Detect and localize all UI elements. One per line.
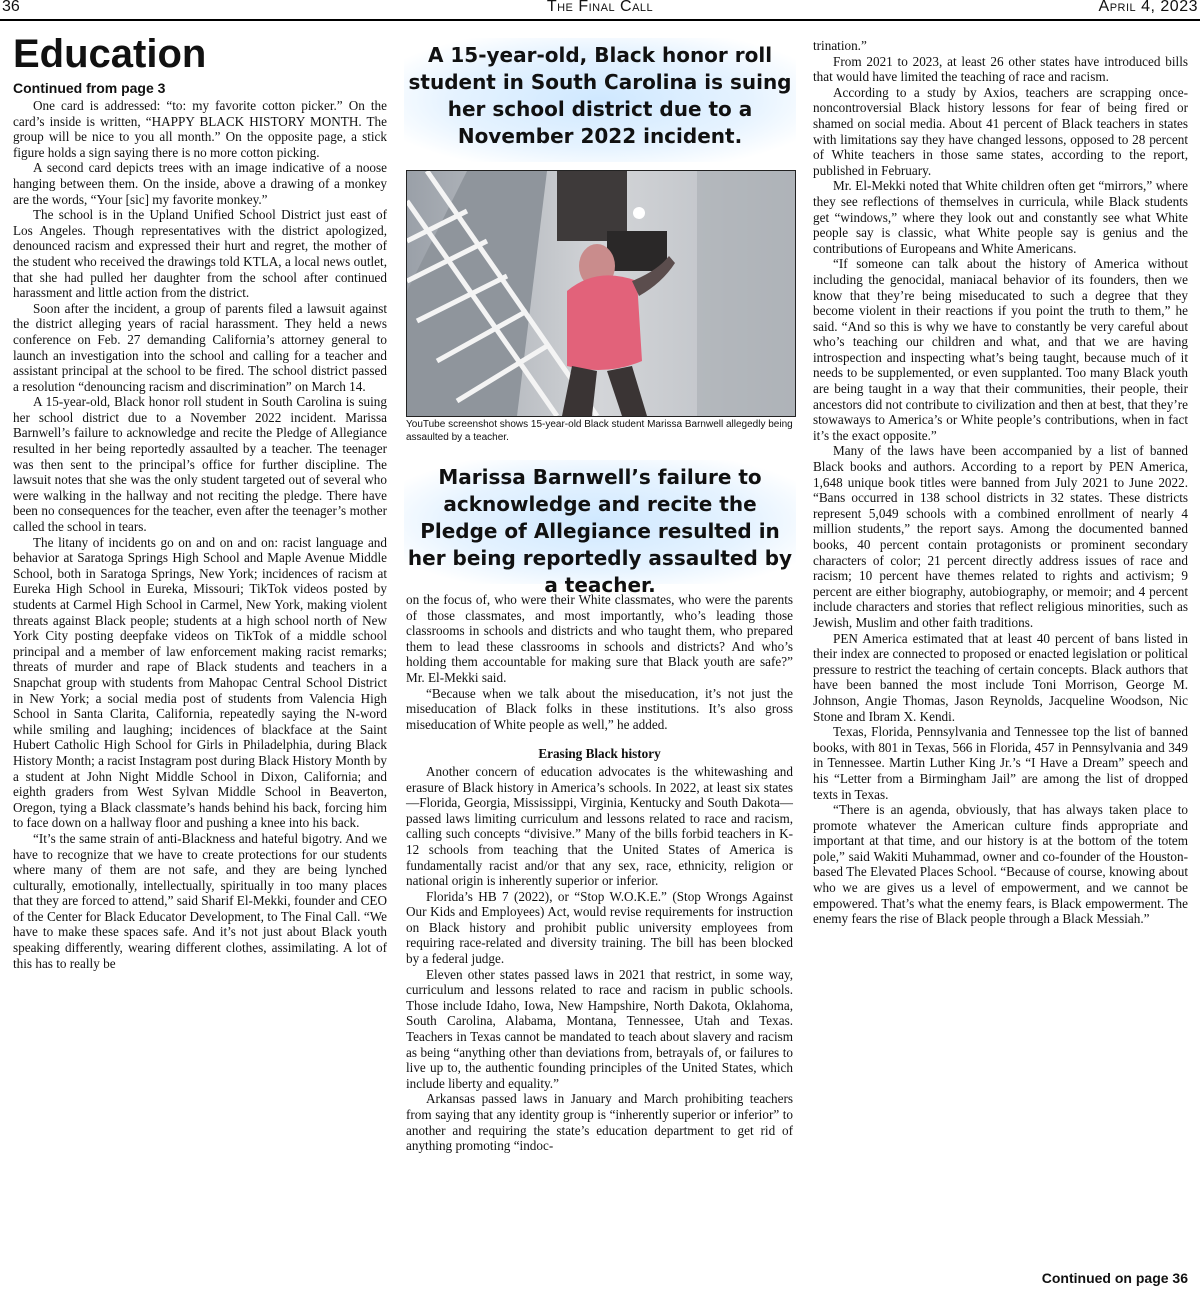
paragraph: “There is an agenda, obviously, that has always taken place to promote whatever the American culture finds appropriate and important at that time, and our history is at the bottom of the totem pole,” said Wakiti Muhammad, owner and co-founder of the Houston-based The Elevated Places School. “Because of course, knowing about who we are gives us a level of empowerment, and we cannot be empowered. That’s what the enemy fears, is Black empowerment. The enemy fears the rise of Black people through a Black Messiah.” <box>813 802 1188 927</box>
paragraph: Florida’s HB 7 (2022), or “Stop W.O.K.E.” (Stop Wrongs Against Our Kids and Employees) Act, would revise requirements for instruction on Black history and prohibit public university employees from requiring race-related and diversity training. The bill has been blocked by a federal judge. <box>406 888 793 967</box>
paragraph: One card is addressed: “to: my favorite cotton picker.” On the card’s inside is written, “HAPPY BLACK HISTORY MONTH. The group will be nice to you all month.” On the opposite page, a stick figure holds a sign saying there is no more cotton picking. <box>13 98 387 160</box>
continued-on: Continued on page 36 <box>1041 1270 1188 1286</box>
paragraph: Texas, Florida, Pennsylvania and Tennessee top the list of banned books, with 801 in Texas, 566 in Florida, 457 in Pennsylvania and 349 in Tennessee. Martin Luther King Jr.’s “I Have a Dream” speech and his “Letter from a Birmingham Jail” are among the list of dropped texts in Texas. <box>813 724 1188 802</box>
paragraph: A 15-year-old, Black honor roll student in South Carolina is suing her school district due to a November 2022 incident. Marissa Barnwell’s failure to acknowledge and recite the Pledge of Allegiance resulted in her being reportedly assaulted by a teacher. The teenager was then sent to the principal’s office for further discipline. The lawsuit notes that she was the only student targeted out of several who were walking in the hallway and not reciting the pledge. There have been no consequences for the teacher, even after the teenager’s mother called the school in tears. <box>13 394 387 535</box>
photo-caption: YouTube screenshot shows 15-year-old Black student Marissa Barnwell allegedly being assaulted by a teacher. <box>406 419 793 443</box>
hallway-photo-illustration <box>407 171 795 416</box>
paragraph: A second card depicts trees with an image indicative of a noose hanging between them. On the inside, above a drawing of a monkey are the words, “Your [sic] my favorite monkey.” <box>13 160 387 207</box>
paragraph: According to a study by Axios, teachers are scrapping once-noncontroversial Black history lessons for fear of being fired or shamed on social media. About 41 percent of Black teachers in states with limitations say they have changed lessons, opposed to 28 percent of White teachers in those same states, according to the report, published in February. <box>813 84 1188 178</box>
page-number: 36 <box>2 0 20 15</box>
page-header <box>0 0 1200 21</box>
paragraph: “If someone can talk about the history of America without including the genocidal, maniacal behavior of its founders, then we know that they’re being miseducated to such a degree that they become violent in their reactions if you point the truth to them,” he said. “And so this is why we have to constantly be very careful about who’s teaching our children and what, and that we are having introspection and inspecting what’s being taught, because much of it needs to be supplemented, or even supplanted. Too many Black youth are being taught in a way that their communities, their people, their ancestors did not contribute to civilization and then at best, that they’re stowaways to America’s or White people’s contributions, when in fact it’s the exact opposite.” <box>813 256 1189 443</box>
paragraph: From 2021 to 2023, at least 26 other states have introduced bills that would have limited the teaching of race and racism. <box>813 53 1188 85</box>
paragraph: The litany of incidents go on and on and on: racist language and behavior at Saratoga Springs High School and Maple Avenue Middle School, both in Saratoga Springs, New York; incidences of racism at Eureka High School in Eureka, Missouri; TikTok videos posted by students at Carmel High School in Carmel, New York, making violent threats against Black people; students at a high school north of New York City posting deepfake videos on TikTok of a middle school principal and a member of law enforcement making racist remarks; threats of murder and rape of Black students and teachers in a Snapchat group with students from Mahopac Central School District in New York; a social media post of students from Valencia High School in Santa Clarita, California, repeatedly saying the N-word while smiling and laughing; incidences of blackface at the Saint Hubert Catholic High School for Girls in Philadelphia, during Black History Month; a racist Instagram post during Black History Month by a student at John Night Middle School in Dixon, California; and eighth graders from West Sylvan Middle School in Beaverton, Oregon, tying a Black classmate’s hands behind his back, forcing him to face down on a hallway floor and pushing a knee into his back. <box>13 534 387 831</box>
pull-quote-top: A 15-year-old, Black honor roll student in South Carolina is suing her school district due to a November 2022 incident. <box>404 38 796 162</box>
paragraph: Many of the laws have been accompanied by a list of banned Black books and authors. According to a report by PEN America, 1,648 unique book titles were banned from July 2021 to June 2022. “Bans occurred in 138 school districts in 32 states. These districts represent 5,049 schools with a combined enrollment of nearly 4 million students,” the report says. Among the documented banned books, 40 percent contain protagonists or prominent secondary characters of color; 21 percent directly address issues of race and racism; 10 percent have themes related to rights and activism; 9 percent are either biography, autobiography, or memoir; and 4 percent include characters and stories that reflect religious minorities, such as Jewish, Muslim and other faith traditions. <box>813 443 1188 630</box>
paragraph: Arkansas passed laws in January and March prohibiting teachers from saying that any identity group is “inherently superior or inferior” to another and requiring the state’s education department to get rid of anything promoting “indoc- <box>406 1091 793 1154</box>
paragraph: Soon after the incident, a group of parents filed a lawsuit against the district alleging years of racial harassment. They held a news conference on Feb. 27 demanding California’s attorney general to launch an investigation into the school and calling for a teacher and assistant principal at the school to be fired. The school district passed a resolution “denouncing racism and discrimination” on March 14. <box>13 300 387 394</box>
paragraph: “Because when we talk about the miseducation, it’s not just the miseducation of Black folks in these institutions. It’s also gross miseducation of White people as well,” he added. <box>406 685 793 732</box>
section-title: Education <box>13 32 207 76</box>
paragraph: Eleven other states passed laws in 2021 that restrict, in some way, curriculum and lessons related to race and racism in public schools. Those include Idaho, Iowa, New Hampshire, North Dakota, Oklahoma, South Carolina, Alabama, Montana, Tennessee, Utah and Texas. Teachers in Texas cannot be mandated to teach about slavery and racism as being “anything other than deviations from, betrayals of, or failures to live up to, the authentic founding principles of the United States, which include liberty and equality.” <box>406 966 793 1091</box>
paragraph: PEN America estimated that at least 40 percent of bans listed in their index are connected to proposed or enacted legislation or political pressure to restrict the teaching of certain concepts. Black authors that have been banned the most include Toni Morrison, George M. Johnson, Angie Thomas, Jason Reynolds, Jacqueline Woodson, Nic Stone and Ibram X. Kendi. <box>813 630 1188 724</box>
column-2 <box>406 592 793 1292</box>
continued-from: Continued from page 3 <box>13 80 166 96</box>
news-photo <box>406 170 796 417</box>
masthead: The Final Call <box>546 0 654 15</box>
paragraph: Mr. El-Mekki noted that White children often get “mirrors,” where they see reflections of themselves in curricula, while Black students get “windows,” where they look out and constantly see what White people say is classic, what White people say is genius and the contributions of Europeans and White Americans. <box>813 178 1188 256</box>
subheading: Erasing Black history <box>538 746 661 762</box>
column-1 <box>13 98 387 1298</box>
paragraph: “It’s the same strain of anti-Blackness and hateful bigotry. And we have to recognize that we have to create protections for our students where many of them are not safe, and they are being lynched culturally, emotionally, intellectually, spiritually in too many places that they are forced to attend,” said Sharif El-Mekki, founder and CEO of the Center for Black Educator Development, to The Final Call. “We have to make these spaces safe. And it’s not just about Black youth speaking differently, wearing different clothes, assimilating. A lot of this has to really be <box>13 830 387 971</box>
issue-date: April 4, 2023 <box>1098 0 1198 15</box>
paragraph: The school is in the Upland Unified School District just east of Los Angeles. Though representatives with the district apologized, denounced racism and expressed their hurt and regret, the mother of the student who received the drawings told KTLA, a local news outlet, that she had pulled her daughter from the school after continued harassment and little action from the district. <box>13 207 387 301</box>
paragraph: Another concern of education advocates is the whitewashing and erasure of Black history in America’s schools. In 2022, at least six states—Florida, Georgia, Mississippi, Virginia, Kentucky and South Dakota—passed laws limiting curriculum and lessons related to race and racism, calling such concepts “divisive.” Many of the bills forbid teachers in K-12 schools from teaching that the United States of America is fundamentally racist and/or that any sex, race, ethnicity, religion or national origin is inherently superior or inferior. <box>406 763 793 889</box>
pull-quote-bottom: Marissa Barnwell’s failure to acknowledge and recite the Pledge of Allegiance resulted in her being reportedly assaulted by a teacher. <box>404 460 796 584</box>
column-3 <box>813 38 1188 1274</box>
paragraph: on the focus of, who were their White classmates, who were the parents of those classmates, and most importantly, who’s leading those classrooms in schools and districts and who taught them, who prepared them to lead these classrooms in schools and districts? And who’s holding them accountable for making sure that Black youth are safe?” Mr. El-Mekki said. <box>406 592 793 685</box>
paragraph: trination.” <box>813 38 867 53</box>
